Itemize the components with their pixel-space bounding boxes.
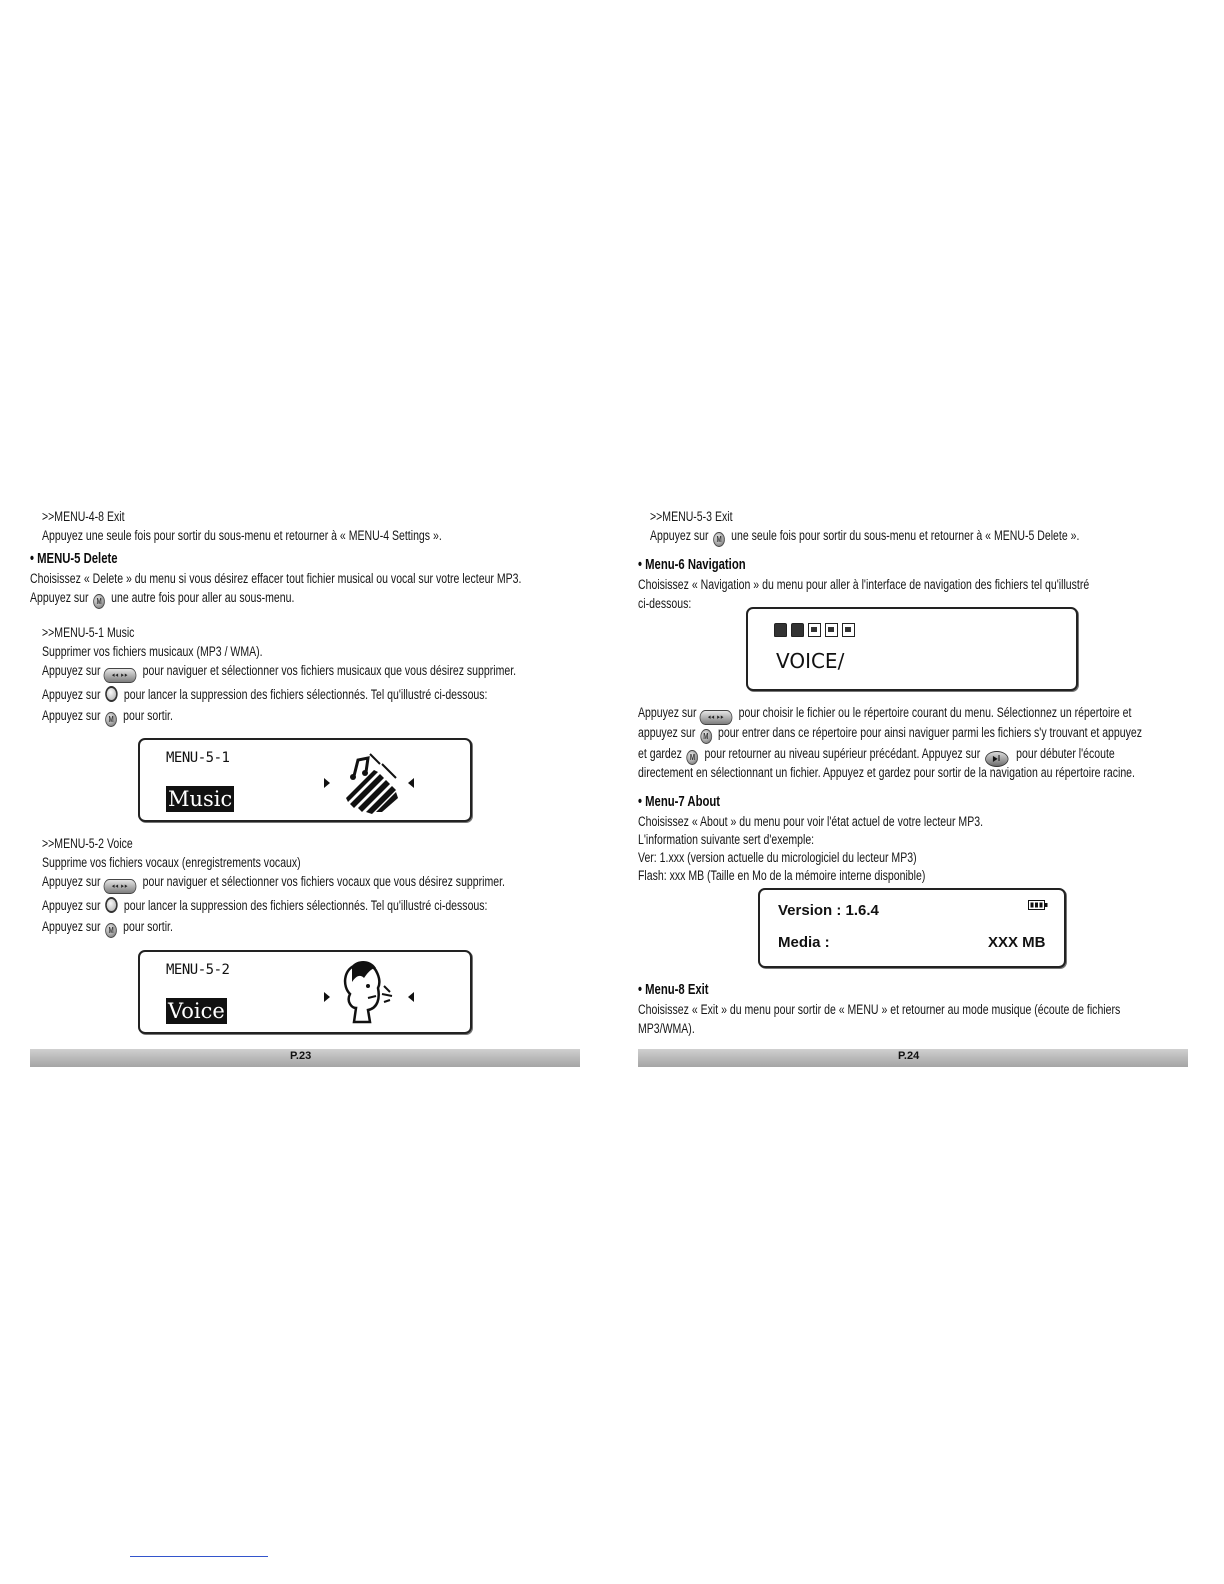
lcd-selected-item: Music — [168, 787, 233, 811]
menu-6-para3: et gardez M pour retourner au niveau supérieur précédant. Appuyez sur ▶‖ pour débuter l'écoute — [638, 746, 1115, 767]
menu-5-line1: Choisissez « Delete » du menu si vous désirez effacer tout fichier musical ou vocal sur votre lecteur MP3. — [30, 571, 522, 586]
menu-5-1-line3: Appuyez sur pour lancer la suppression des fichiers sélectionnés. Tel qu'illustré ci-dessous: — [42, 687, 488, 702]
o-button-icon — [105, 686, 117, 702]
menu-7-line1: Choisissez « About » du menu pour voir l'état actuel de votre lecteur MP3. — [638, 814, 984, 829]
menu-4-8-heading: >>MENU-4-8 Exit — [42, 509, 125, 524]
folder-icon — [774, 623, 787, 637]
lcd-selected-item: Voice — [168, 999, 225, 1023]
page-left — [30, 0, 590, 1584]
menu-8-line1: Choisissez « Exit » du menu pour sortir de « MENU » et retourner au mode musique (écoute de fichiers — [638, 1002, 1121, 1017]
menu-5-2-line1: Supprime vos fichiers vocaux (enregistrements vocaux) — [42, 855, 301, 870]
battery-icon — [1028, 900, 1048, 910]
m-button-icon: M — [713, 532, 725, 547]
lcd-title: MENU-5-2 — [166, 962, 230, 978]
menu-5-2-line3: Appuyez sur pour lancer la suppression des fichiers sélectionnés. Tel qu'illustré ci-dessous: — [42, 898, 488, 913]
underline-mark — [130, 1556, 268, 1557]
menu-6-para2: appuyez sur M pour entrer dans ce répertoire pour ainsi naviguer parmi les fichiers s'y trouvant et appuyez — [638, 725, 1142, 744]
menu-5-line2: Appuyez sur M une autre fois pour aller au sous-menu. — [30, 590, 294, 609]
lcd-screen-about — [758, 888, 1066, 968]
lcd-screen-voice — [138, 950, 472, 1034]
menu-6-line1: Choisissez « Navigation » du menu pour aller à l'interface de navigation des fichiers tel qu'illustré — [638, 577, 1090, 592]
menu-7-line4: Flash: xxx MB (Taille en Mo de la mémoire interne disponible) — [638, 868, 926, 883]
lcd-version: Version : 1.6.4 — [778, 902, 879, 919]
menu-7-line2: L'information suivante sert d'exemple: — [638, 832, 815, 847]
menu-8-line2: MP3/WMA). — [638, 1021, 695, 1036]
page-number: P.23 — [290, 1050, 312, 1062]
menu-5-1-line4: Appuyez sur M pour sortir. — [42, 708, 173, 727]
page-right — [638, 0, 1198, 1584]
menu-5-1-line2: Appuyez sur ◂◂ ▸▸ pour naviguer et sélectionner vos fichiers musicaux que vous désirez supprimer. — [42, 663, 516, 683]
menu-6-line2: ci-dessous: — [638, 596, 692, 611]
m-button-icon: M — [687, 750, 699, 765]
page-number: P.24 — [898, 1050, 920, 1062]
lcd-media-label: Media : — [778, 934, 830, 951]
lcd-screen-music — [138, 738, 472, 822]
menu-5-1-line1: Supprimer vos fichiers musicaux (MP3 / WMA). — [42, 644, 263, 659]
menu-5-2-line4: Appuyez sur M pour sortir. — [42, 919, 173, 938]
m-button-icon: M — [105, 923, 117, 938]
play-button-icon: ▶‖ — [985, 751, 1008, 767]
file-icons-row — [774, 623, 859, 642]
menu-6-para4: directement en sélectionnant un fichier. Appuyez et gardez pour sortir de la navigation au répertoire racine. — [638, 765, 1135, 780]
menu-6-para1: Appuyez sur ◂◂ ▸▸ pour choisir le fichier ou le répertoire courant du menu. Sélectionnez un répertoire et — [638, 705, 1131, 725]
folder-icon — [791, 623, 804, 637]
menu-5-2-heading: >>MENU-5-2 Voice — [42, 836, 133, 851]
menu-5-1-heading: >>MENU-5-1 Music — [42, 625, 135, 640]
o-button-icon — [105, 897, 117, 913]
menu-8-heading: • Menu-8 Exit — [638, 982, 709, 998]
nav-button-icon: ◂◂ ▸▸ — [700, 710, 733, 725]
m-button-icon: M — [700, 729, 712, 744]
menu-5-3-heading: >>MENU-5-3 Exit — [650, 509, 733, 524]
menu-5-3-text: Appuyez sur M une seule fois pour sortir du sous-menu et retourner à « MENU-5 Delete ». — [650, 528, 1079, 547]
lcd-folder-name: VOICE/ — [776, 649, 845, 673]
m-button-icon: M — [105, 712, 117, 727]
menu-5-heading: • MENU-5 Delete — [30, 551, 118, 567]
lcd-screen-navigation — [746, 607, 1078, 691]
file-icon — [842, 623, 855, 637]
menu-6-heading: • Menu-6 Navigation — [638, 557, 746, 573]
menu-4-8-text: Appuyez une seule fois pour sortir du sous-menu et retourner à « MENU-4 Settings ». — [42, 528, 442, 543]
menu-7-line3: Ver: 1.xxx (version actuelle du micrologiciel du lecteur MP3) — [638, 850, 917, 865]
file-icon — [825, 623, 838, 637]
lcd-media-value: XXX MB — [988, 934, 1046, 951]
voice-delete-icon — [324, 956, 414, 1028]
nav-button-icon: ◂◂ ▸▸ — [104, 879, 137, 894]
menu-7-heading: • Menu-7 About — [638, 794, 721, 810]
lcd-title: MENU-5-1 — [166, 750, 230, 766]
music-delete-icon — [324, 750, 414, 814]
m-button-icon: M — [93, 594, 105, 609]
file-icon — [808, 623, 821, 637]
menu-5-2-line2: Appuyez sur ◂◂ ▸▸ pour naviguer et sélectionner vos fichiers vocaux que vous désirez supprimer. — [42, 874, 505, 894]
nav-button-icon: ◂◂ ▸▸ — [104, 668, 137, 683]
